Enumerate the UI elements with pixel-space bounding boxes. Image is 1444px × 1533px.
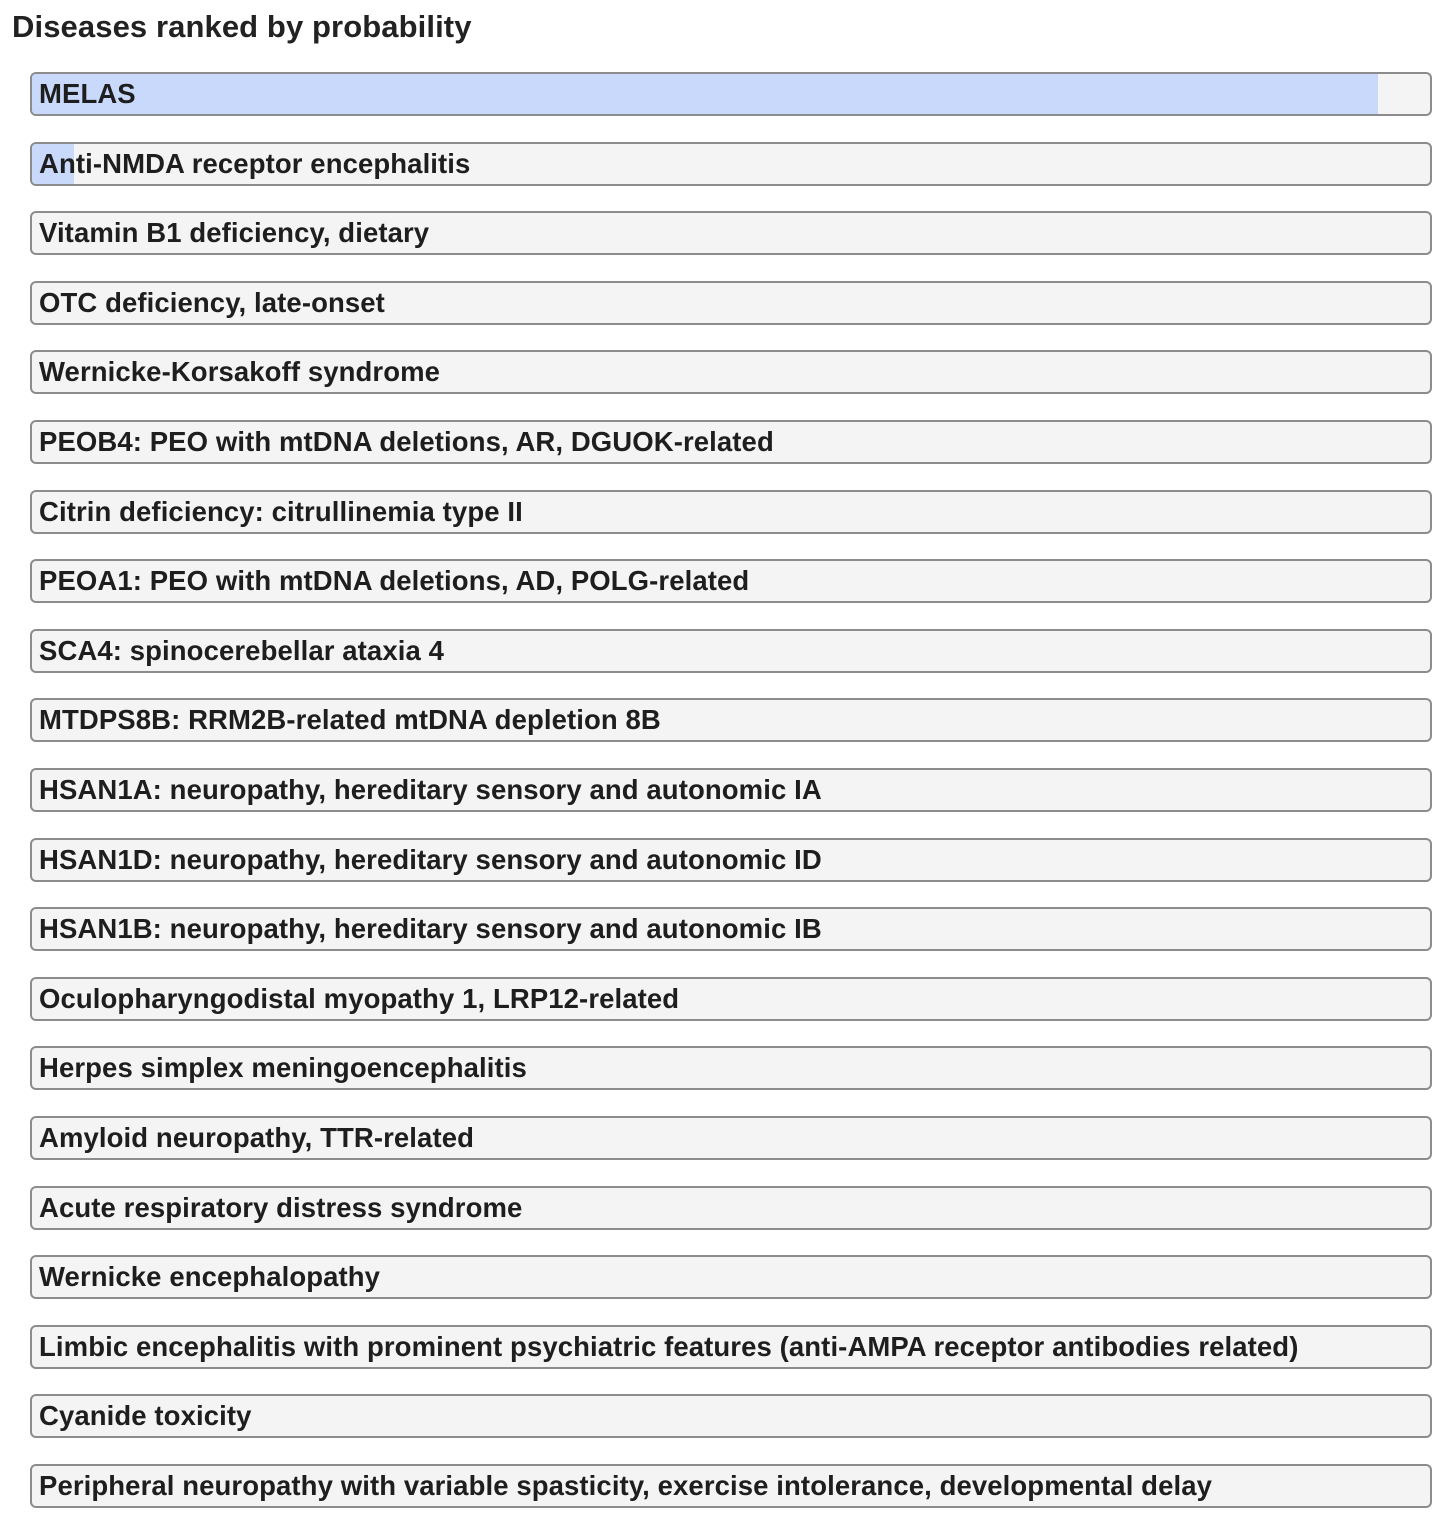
disease-row[interactable]: [30, 420, 1432, 464]
disease-name: HSAN1D: neuropathy, hereditary sensory and autonomic ID: [39, 843, 822, 875]
disease-list: [30, 72, 1432, 1533]
disease-name: Citrin deficiency: citrullinemia type II: [39, 495, 523, 527]
disease-row[interactable]: [30, 559, 1432, 603]
disease-row[interactable]: [30, 211, 1432, 255]
disease-name: PEOB4: PEO with mtDNA deletions, AR, DGUOK-related: [39, 425, 774, 457]
disease-row[interactable]: [30, 1394, 1432, 1438]
disease-name: Vitamin B1 deficiency, dietary: [39, 217, 430, 249]
disease-row[interactable]: [30, 350, 1432, 394]
disease-name: Acute respiratory distress syndrome: [39, 1191, 523, 1223]
disease-row[interactable]: [30, 768, 1432, 812]
disease-name: Cyanide toxicity: [39, 1400, 252, 1432]
disease-name: Limbic encephalitis with prominent psychiatric features (anti-AMPA receptor antibodies related): [39, 1330, 1299, 1362]
disease-name: HSAN1B: neuropathy, hereditary sensory and autonomic IB: [39, 913, 822, 945]
disease-name: MELAS: [39, 78, 136, 109]
disease-row[interactable]: [30, 72, 1432, 116]
disease-row[interactable]: [30, 1046, 1432, 1090]
disease-name: Herpes simplex meningoencephalitis: [39, 1052, 527, 1084]
disease-name: HSAN1A: neuropathy, hereditary sensory and autonomic IA: [39, 773, 822, 805]
disease-name: Wernicke-Korsakoff syndrome: [39, 356, 441, 388]
disease-row[interactable]: [30, 1325, 1432, 1369]
disease-row[interactable]: [30, 1464, 1432, 1508]
disease-row[interactable]: [30, 142, 1432, 186]
disease-name: Anti-NMDA receptor encephalitis: [39, 147, 471, 179]
disease-name: Wernicke encephalopathy: [39, 1261, 381, 1293]
page-title: Diseases ranked by probability: [12, 9, 472, 44]
disease-row[interactable]: [30, 1116, 1432, 1160]
disease-row[interactable]: [30, 629, 1432, 673]
disease-name: Peripheral neuropathy with variable spasticity, exercise intolerance, developmental delay: [39, 1469, 1213, 1501]
disease-name: MTDPS8B: RRM2B-related mtDNA depletion 8B: [39, 704, 661, 736]
disease-row[interactable]: [30, 1186, 1432, 1230]
disease-row[interactable]: [30, 281, 1432, 325]
disease-name: Oculopharyngodistal myopathy 1, LRP12-related: [39, 982, 680, 1014]
disease-name: SCA4: spinocerebellar ataxia 4: [39, 634, 444, 666]
disease-name: PEOA1: PEO with mtDNA deletions, AD, POLG-related: [39, 565, 750, 597]
disease-name: OTC deficiency, late-onset: [39, 286, 385, 318]
disease-name: Amyloid neuropathy, TTR-related: [39, 1121, 474, 1153]
disease-row[interactable]: [30, 1255, 1432, 1299]
disease-row[interactable]: [30, 698, 1432, 742]
disease-row[interactable]: [30, 977, 1432, 1021]
disease-row[interactable]: [30, 490, 1432, 534]
disease-row[interactable]: [30, 838, 1432, 882]
disease-row[interactable]: [30, 907, 1432, 951]
